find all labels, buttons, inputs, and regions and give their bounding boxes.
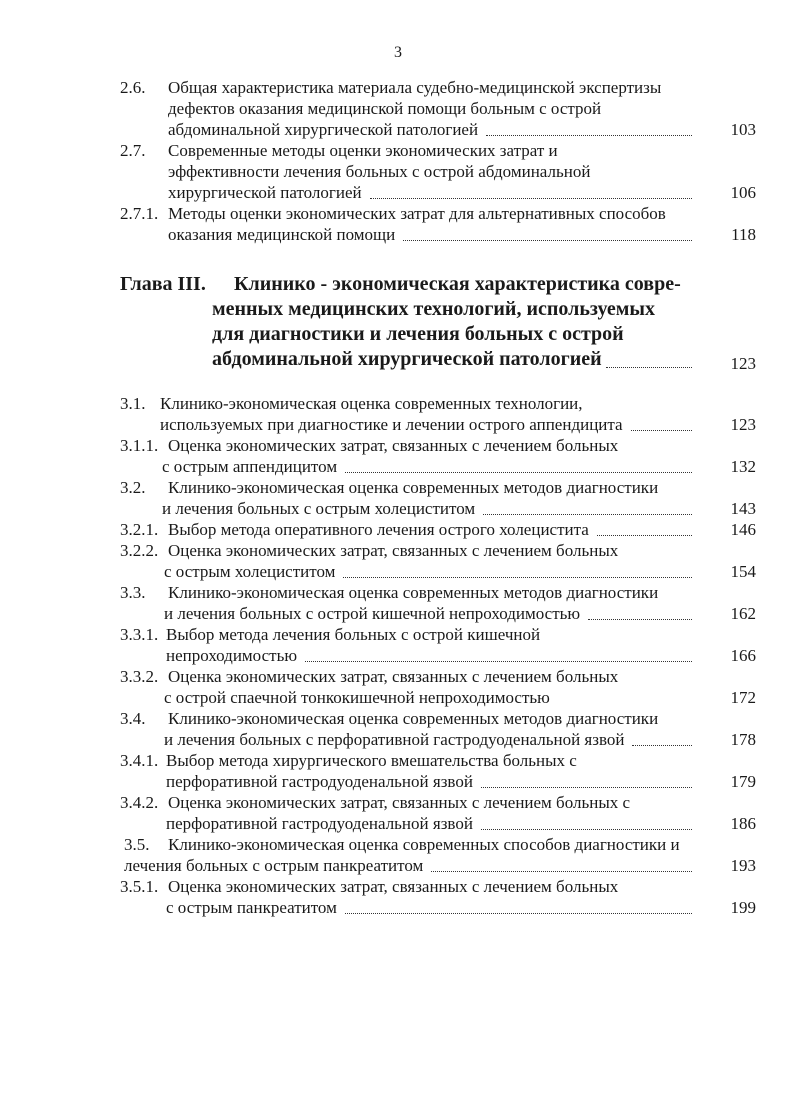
toc-entry-text-line: используемых при диагностике и лечении острого аппендицита	[160, 415, 623, 434]
toc-entry-page: 106	[730, 183, 756, 202]
toc-entry-page: 146	[730, 520, 756, 539]
dotted-leader	[597, 535, 692, 536]
chapter-page: 123	[730, 354, 756, 373]
toc-entry-text-line: и лечения больных с острой кишечной непроходимостью	[164, 604, 581, 623]
toc-entry-page: 172	[730, 688, 756, 707]
toc-entry-text-line: Оценка экономических затрат, связанных с лечением больных	[168, 877, 619, 896]
toc-entry-number: 3.3.1.	[120, 625, 159, 644]
toc-entry-text-line: хирургической патологией	[168, 183, 362, 202]
dotted-leader	[632, 745, 692, 746]
toc-entry-number: 3.4.	[120, 709, 146, 728]
toc-entry-number: 3.3.2.	[120, 667, 159, 686]
toc-entry-number: 3.4.2.	[120, 793, 159, 812]
dotted-leader	[486, 135, 692, 136]
toc-entry-text-line: абдоминальной хирургической патологией	[168, 120, 479, 139]
toc-entry-text-line: с острым панкреатитом	[166, 898, 337, 917]
chapter-title-line: Клинико - экономическая характеристика совре-	[234, 273, 681, 295]
toc-entry-number: 3.3.	[120, 583, 146, 602]
toc-entry-page: 143	[730, 499, 756, 518]
toc-entry-text-line: с острым аппендицитом	[162, 457, 338, 476]
dotted-leader	[481, 829, 692, 830]
toc-entry-number: 2.7.	[120, 141, 146, 160]
toc-entry-text-line: с острой спаечной тонкокишечной непроходимостью	[164, 688, 550, 707]
dotted-leader	[403, 240, 692, 241]
chapter-label: Глава III.	[120, 273, 206, 295]
toc-entry-text-line: Оценка экономических затрат, связанных с лечением больных	[168, 667, 619, 686]
toc-entry-page: 193	[730, 856, 756, 875]
toc-entry-text-line: дефектов оказания медицинской помощи больным с острой	[168, 99, 602, 118]
chapter-title-line: менных медицинских технологий, используемых	[212, 298, 656, 320]
toc-entry-text-line: и лечения больных с острым холециститом	[162, 499, 476, 518]
toc-entry-text-line: эффективности лечения больных с острой абдоминальной	[168, 162, 591, 181]
dotted-leader	[483, 514, 692, 515]
toc-entry-text-line: Оценка экономических затрат, связанных с лечением больных	[168, 436, 619, 455]
toc-entry-text-line: лечения больных с острым панкреатитом	[124, 856, 424, 875]
toc-entry-text-line: Современные методы оценки экономических затрат и	[168, 141, 558, 160]
dotted-leader	[345, 913, 692, 914]
dotted-leader	[343, 577, 692, 578]
toc-entry-text-line: непроходимостью	[166, 646, 298, 665]
toc-entry-page: 118	[731, 225, 756, 244]
toc-entry-page: 178	[730, 730, 756, 749]
toc-entry-text-line: перфоративной гастродуоденальной язвой	[166, 772, 473, 791]
dotted-leader	[431, 871, 692, 872]
toc-entry-page: 103	[730, 120, 756, 139]
toc-entry-text-line: Выбор метода хирургического вмешательства больных с	[166, 751, 577, 770]
toc-entry-text-line: Клинико-экономическая оценка современных методов диагностики	[168, 583, 659, 602]
toc-entry-number: 3.5.	[124, 835, 150, 854]
toc-entry-number: 2.6.	[120, 78, 146, 97]
toc-entry-text-line: Выбор метода лечения больных с острой кишечной	[166, 625, 541, 644]
toc-entry-number: 3.2.1.	[120, 520, 159, 539]
toc-entry-text-line: перфоративной гастродуоденальной язвой	[166, 814, 473, 833]
toc-entry-text-line: Клинико-экономическая оценка современных технологии,	[160, 394, 583, 413]
dotted-leader	[305, 661, 692, 662]
toc-entry-number: 2.7.1.	[120, 204, 159, 223]
toc-entry-page: 154	[730, 562, 756, 581]
chapter-title-line: абдоминальной хирургической патологией	[212, 348, 602, 370]
toc-entry-number: 3.5.1.	[120, 877, 159, 896]
toc-entry-page: 166	[730, 646, 756, 665]
toc-entry-text-line: Выбор метода оперативного лечения острого холецистита	[168, 520, 589, 539]
chapter-title-line: для диагностики и лечения больных с острой	[212, 323, 624, 345]
page-number: 3	[394, 44, 402, 61]
dotted-leader	[606, 367, 692, 368]
toc-entry-page: 162	[730, 604, 756, 623]
toc-entry-number: 3.4.1.	[120, 751, 159, 770]
toc-entry-text-line: Методы оценки экономических затрат для альтернативных способов	[168, 204, 666, 223]
toc-entry-page: 199	[730, 898, 756, 917]
toc-entry-page: 186	[730, 814, 756, 833]
dotted-leader	[588, 619, 692, 620]
toc-entry-text-line: Общая характеристика материала судебно-медицинской экспертизы	[168, 78, 662, 97]
toc-entry-text-line: Оценка экономических затрат, связанных с лечением больных	[168, 541, 619, 560]
toc-entry-page: 132	[730, 457, 756, 476]
toc-entry-page: 123	[730, 415, 756, 434]
dotted-leader	[631, 430, 692, 431]
toc-entry-number: 3.2.	[120, 478, 146, 497]
dotted-leader	[370, 198, 692, 199]
toc-entry-text-line: и лечения больных с перфоративной гастродуоденальной язвой	[164, 730, 625, 749]
dotted-leader	[345, 472, 692, 473]
toc-entry-page: 179	[730, 772, 756, 791]
toc-entry-text-line: Клинико-экономическая оценка современных способов диагностики и	[168, 835, 680, 854]
toc-entry-text-line: с острым холециститом	[164, 562, 336, 581]
toc-entry-text-line: Оценка экономических затрат, связанных с лечением больных с	[168, 793, 631, 812]
toc-entry-number: 3.1.	[120, 394, 146, 413]
toc-entry-text-line: Клинико-экономическая оценка современных методов диагностики	[168, 709, 659, 728]
toc-entry-text-line: оказания медицинской помощи	[168, 225, 396, 244]
toc-entry-text-line: Клинико-экономическая оценка современных методов диагностики	[168, 478, 659, 497]
dotted-leader	[481, 787, 692, 788]
toc-entry-number: 3.1.1.	[120, 436, 159, 455]
toc-entry-number: 3.2.2.	[120, 541, 159, 560]
